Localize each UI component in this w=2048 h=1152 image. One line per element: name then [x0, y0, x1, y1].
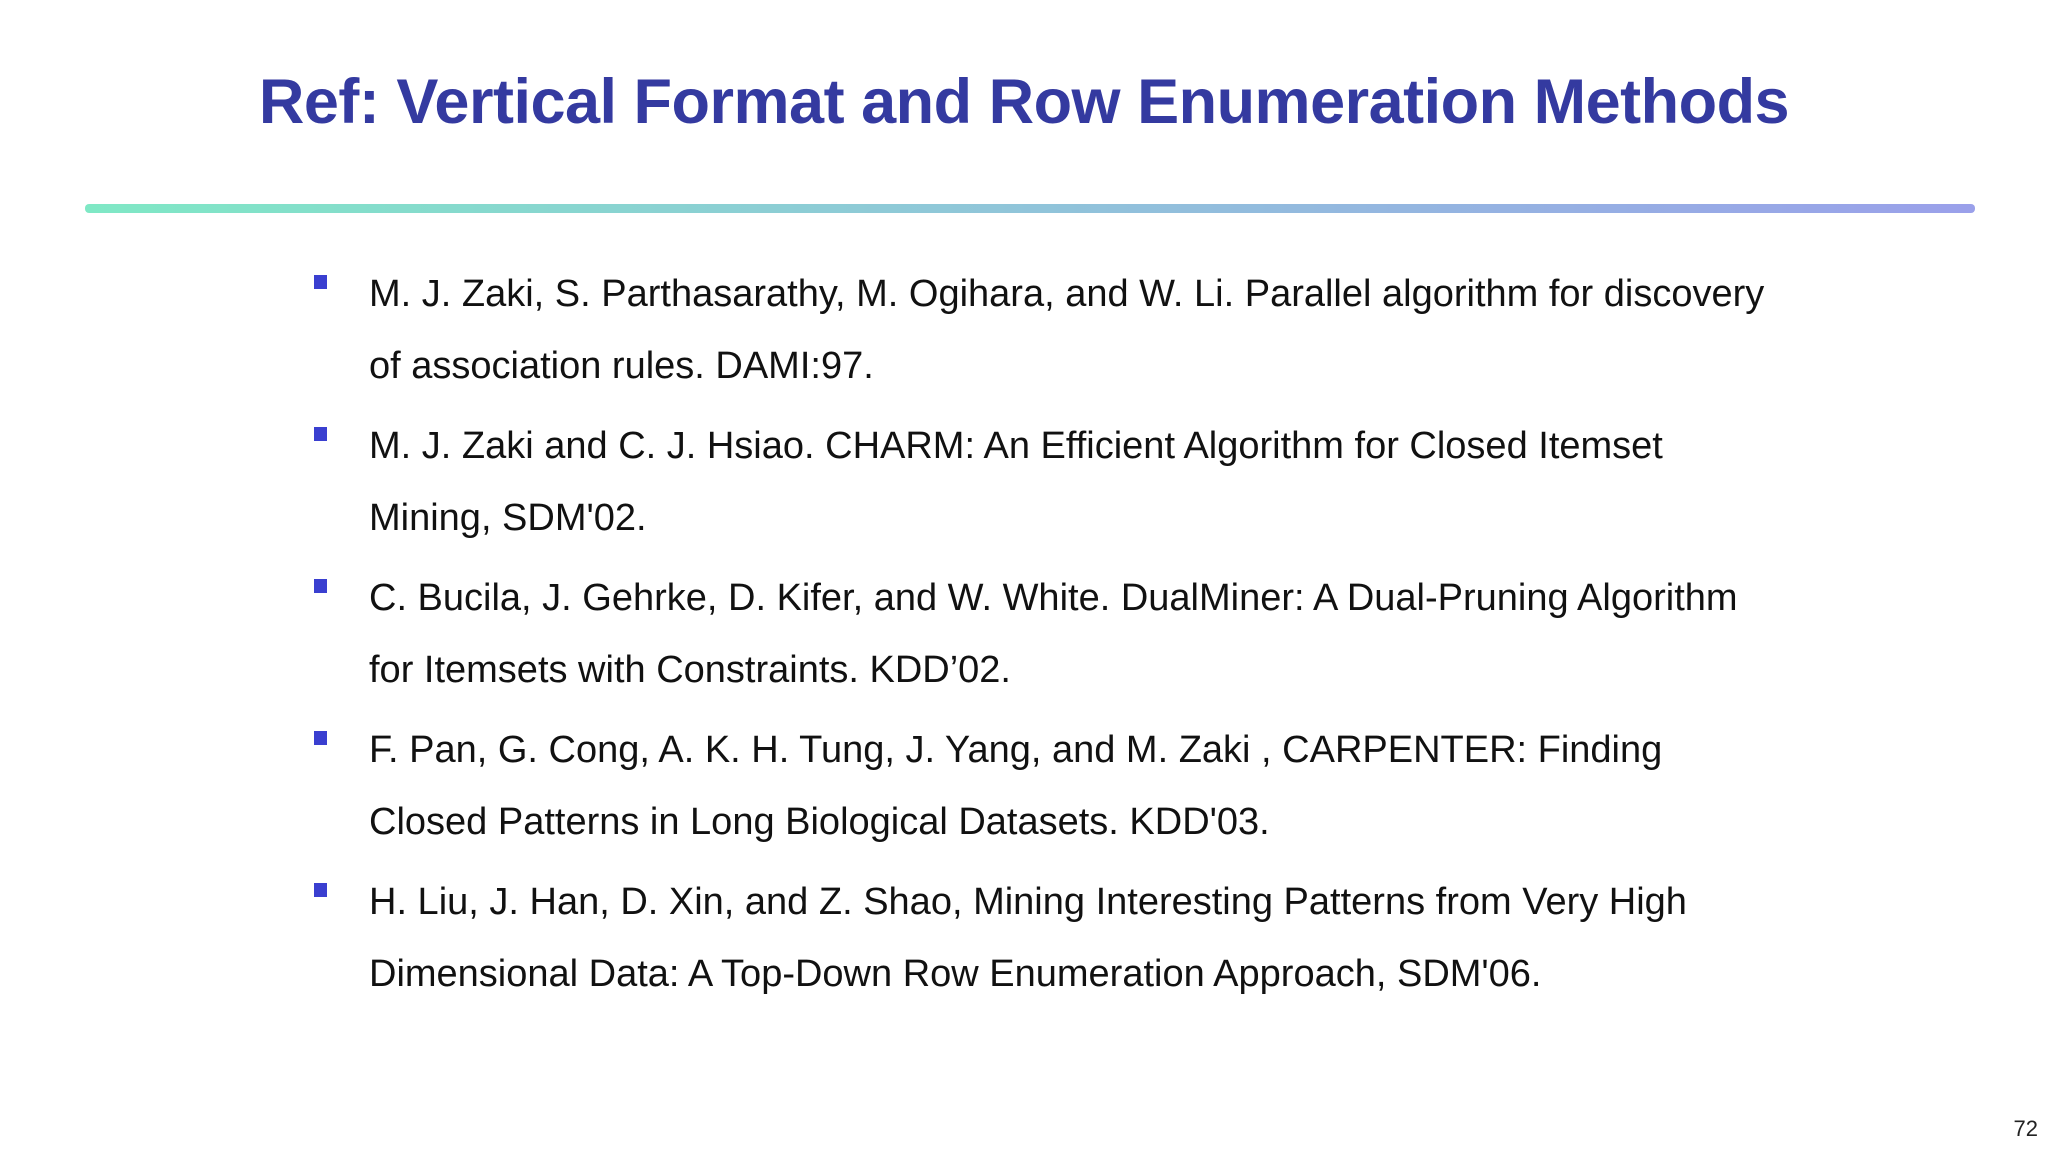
reference-text: M. J. Zaki and C. J. Hsiao. CHARM: An Efficient Algorithm for Closed Itemset Mining, SDM'02. — [369, 425, 1663, 539]
reference-text: M. J. Zaki, S. Parthasarathy, M. Ogihara, and W. Li. Parallel algorithm for discovery of association rules. DAMI:97. — [369, 273, 1765, 387]
square-bullet-icon — [314, 275, 327, 289]
reference-text: F. Pan, G. Cong, A. K. H. Tung, J. Yang, and M. Zaki , CARPENTER: Finding Closed Patterns in Long Biological Datasets. KDD'03. — [369, 729, 1663, 843]
square-bullet-icon — [314, 579, 327, 593]
reference-item — [312, 562, 1772, 706]
reference-list — [312, 258, 1772, 1018]
square-bullet-icon — [314, 427, 327, 441]
square-bullet-icon — [314, 731, 327, 745]
reference-item — [312, 258, 1772, 402]
reference-item — [312, 714, 1772, 858]
reference-text: H. Liu, J. Han, D. Xin, and Z. Shao, Mining Interesting Patterns from Very High Dimensional Data: A Top-Down Row Enumeration Approach, SDM'06. — [369, 881, 1687, 995]
reference-item — [312, 866, 1772, 1010]
reference-item — [312, 410, 1772, 554]
page-number: 72 — [2013, 1116, 2038, 1141]
title-divider — [85, 204, 1975, 213]
square-bullet-icon — [314, 883, 327, 897]
slide-title: Ref: Vertical Format and Row Enumeration Methods — [258, 67, 1790, 137]
reference-text: C. Bucila, J. Gehrke, D. Kifer, and W. White. DualMiner: A Dual-Pruning Algorithm for Itemsets with Constraints. KDD’02. — [369, 577, 1738, 691]
